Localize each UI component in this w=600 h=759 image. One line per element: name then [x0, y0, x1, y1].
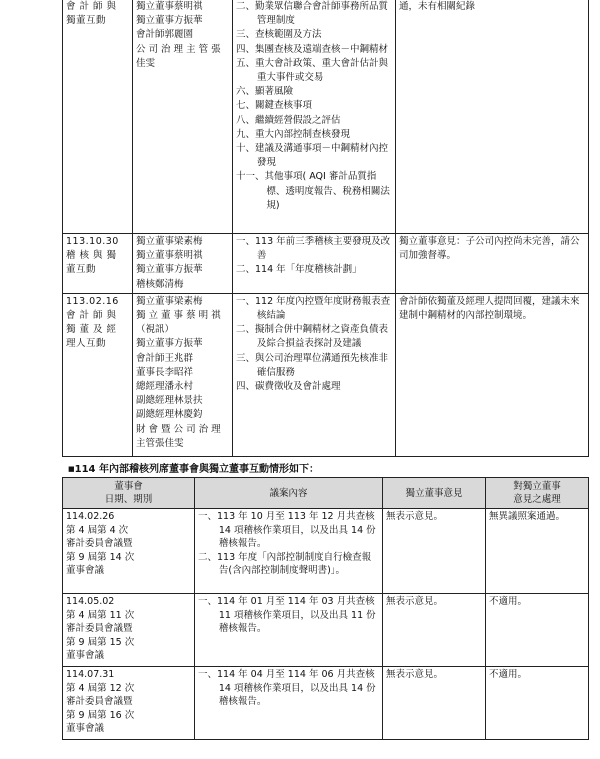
cell-line: 會計師王兆群: [136, 352, 194, 364]
opinion-cell: [383, 594, 486, 667]
cell-line: 理人互動: [66, 338, 107, 350]
handling-text: 不適用。: [489, 669, 528, 680]
column-header-content: [195, 478, 383, 509]
interaction-date-cell: [63, 0, 133, 234]
cell-line: 113.02.16: [66, 295, 119, 307]
cell-line: 獨立董事梁素梅: [136, 295, 203, 307]
table-row: [63, 594, 589, 667]
topic-item: 九、重大內部控制查核發現: [236, 128, 351, 140]
table-header-row: [63, 478, 589, 509]
cell-line: 會 計 師 與: [66, 310, 117, 322]
cell-line: 114.02.26: [66, 511, 115, 522]
interaction-date-cell: [63, 234, 133, 294]
cell-line: 獨立董事梁素梅: [136, 236, 203, 247]
interaction-table: [62, 0, 589, 457]
topic-item: 四、碳費徵收及會計處理: [236, 381, 341, 393]
proposal-content-cell: [195, 509, 383, 594]
participants-cell: [133, 0, 233, 234]
proposal-item: 二、113 年度「內部控制制度自行檢查報告(含內部控制制度聲明書)」。: [198, 551, 372, 577]
topic-item: 五、重大會計政策、重大會計估計與重大事件或交易: [236, 57, 389, 84]
cell-line: 第 9 屆第 16 次: [66, 709, 135, 721]
topic-item: 十一、其他事項( AQI 審計品質指標、透明度報告、稅務相關法規): [236, 171, 390, 211]
result-text: 獨立董事意見：子公司內控尚未完善，請公司加強督導。: [399, 236, 580, 262]
cell-line: 審計委員會議暨: [66, 623, 133, 635]
cell-line: 稽 核 與 獨: [66, 250, 117, 262]
board-meeting-table: [62, 477, 589, 740]
topic-item: 七、關鍵查核事項: [236, 100, 313, 112]
topics-cell: [233, 293, 396, 456]
topics-cell: [233, 234, 396, 294]
handling-cell: [486, 667, 589, 740]
topics-cell: [233, 0, 396, 234]
topic-item: 三、查核範圍及方法: [236, 29, 322, 41]
opinion-cell: [383, 509, 486, 594]
column-header-date: [63, 478, 195, 509]
section-heading-text: 114 年內部稽核列席董事會與獨立董事互動情形如下：: [74, 464, 319, 475]
cell-line: 第 9 屆第 15 次: [66, 636, 135, 648]
header-line: 獨立董事意見: [405, 487, 463, 499]
cell-line: 董事會議: [66, 723, 105, 735]
handling-cell: [486, 509, 589, 594]
meeting-date-cell: [63, 594, 195, 667]
table-row: [63, 0, 589, 234]
topic-item: 三、與公司治理單位溝通預先核准非確信服務: [236, 352, 389, 378]
proposal-content-cell: [195, 667, 383, 740]
interaction-date-cell: [63, 293, 133, 456]
cell-line: 稽核鄭清梅: [136, 278, 184, 290]
header-line: 日期、期別: [104, 494, 153, 505]
cell-line: 主管張佳雯: [136, 437, 184, 449]
topic-item: 一、112 年度內控暨年度財務報表查核結論: [236, 295, 391, 322]
cell-line: （視訊）: [136, 324, 175, 336]
cell-line: 佳雯: [136, 57, 156, 69]
handling-text: 無異議照案通過。: [489, 511, 566, 522]
cell-line: 獨 董 及 經: [66, 324, 117, 336]
cell-line: 董事長李昭祥: [136, 366, 194, 378]
meeting-date-cell: [63, 667, 195, 740]
cell-line: 獨立董事方振華: [136, 338, 203, 350]
cell-line: 副總經理林慶鈞: [136, 409, 203, 421]
topic-item: 十、建議及溝通事項－中鋼精材內控發現: [236, 143, 389, 169]
cell-line: 會計師郭麗園: [136, 29, 194, 41]
cell-line: 審計委員會議暨: [66, 696, 133, 708]
cell-line: 獨立董事蔡明祺: [136, 1, 203, 12]
cell-line: 董互動: [66, 264, 97, 276]
cell-line: 公 司 治 理 主 管 張: [136, 43, 221, 55]
cell-line: 財 會 暨 公 司 治 理: [136, 423, 221, 435]
proposal-item: 一、114 年 04 月至 114 年 06 月共查核 14 項稽核作業項目，以及出具 14 份稽核報告。: [198, 669, 376, 708]
topic-item: 六、顯著風險: [236, 86, 294, 98]
table-row: [63, 293, 589, 456]
section-heading: [68, 462, 319, 477]
result-text: 會計師依獨董及經理人提問回覆，建議未來建制中鋼精材的內部控制環境。: [399, 295, 580, 322]
participants-cell: [133, 293, 233, 456]
cell-line: 114.05.02: [66, 596, 115, 607]
cell-line: 審計委員會議暨: [66, 538, 133, 550]
opinion-text: 無表示意見。: [386, 511, 444, 522]
square-bullet-icon: ■: [68, 465, 75, 473]
cell-line: 會 計 師 與: [66, 1, 117, 12]
result-cell: [396, 0, 589, 234]
topic-item: 二、114 年「年度稽核計劃」: [236, 264, 362, 276]
cell-line: 獨立董事蔡明祺: [136, 250, 203, 262]
table-row: [63, 667, 589, 740]
table-row: [63, 234, 589, 294]
cell-line: 總經理潘永村: [136, 381, 194, 393]
handling-cell: [486, 594, 589, 667]
handling-text: 不適用。: [489, 596, 528, 607]
cell-line: 第 4 屆第 11 次: [66, 609, 135, 621]
header-line: 董事會: [114, 481, 143, 492]
cell-line: 董事會議: [66, 565, 105, 577]
cell-line: 113.10.30: [66, 236, 119, 247]
opinion-cell: [383, 667, 486, 740]
cell-line: 獨董互動: [66, 15, 107, 27]
result-cell: [396, 293, 589, 456]
topic-item: 二、擬制合併中鋼精材之資產負債表及綜合損益表探討及建議: [236, 324, 389, 350]
table-row: [63, 509, 589, 594]
cell-line: 董事會議: [66, 650, 105, 662]
result-cell: [396, 234, 589, 294]
topic-item: 八、繼續經營假設之評估: [236, 114, 341, 126]
header-line: 議案內容: [269, 487, 308, 499]
cell-line: 第 9 屆第 14 次: [66, 551, 135, 563]
cell-line: 獨立董事方振華: [136, 15, 203, 27]
result-text: 通，未有相關紀錄: [399, 1, 476, 12]
column-header-handling: [486, 478, 589, 509]
proposal-item: 一、114 年 01 月至 114 年 03 月共查核 11 項稽核作業項目，以及出具 11 份稽核報告。: [198, 596, 376, 635]
topic-item: 四、集團查核及遠端查核－中鋼精材: [236, 43, 389, 55]
cell-line: 第 4 屆第 4 次: [66, 524, 129, 536]
cell-line: 獨立董事方振華: [136, 264, 203, 276]
opinion-text: 無表示意見。: [386, 669, 444, 680]
participants-cell: [133, 234, 233, 294]
cell-line: 獨 立 董 事 蔡 明 祺: [136, 310, 221, 322]
cell-line: 副總經理林景扶: [136, 395, 203, 407]
column-header-opinion: [383, 478, 486, 509]
header-line: 對獨立董事: [513, 481, 561, 492]
topic-item: 二、勤業眾信聯合會計師事務所品質管理制度: [236, 1, 389, 27]
cell-line: 114.07.31: [66, 669, 115, 680]
header-line: 意見之處理: [513, 494, 561, 505]
meeting-date-cell: [63, 509, 195, 594]
proposal-item: 一、113 年 10 月至 113 年 12 月共查核 14 項稽核作業項目，以及出具 14 份稽核報告。: [198, 511, 376, 550]
topic-item: 一、113 年前三季稽核主要發現及改善: [236, 236, 391, 262]
proposal-content-cell: [195, 594, 383, 667]
opinion-text: 無表示意見。: [386, 596, 444, 607]
cell-line: 第 4 屆第 12 次: [66, 682, 135, 694]
